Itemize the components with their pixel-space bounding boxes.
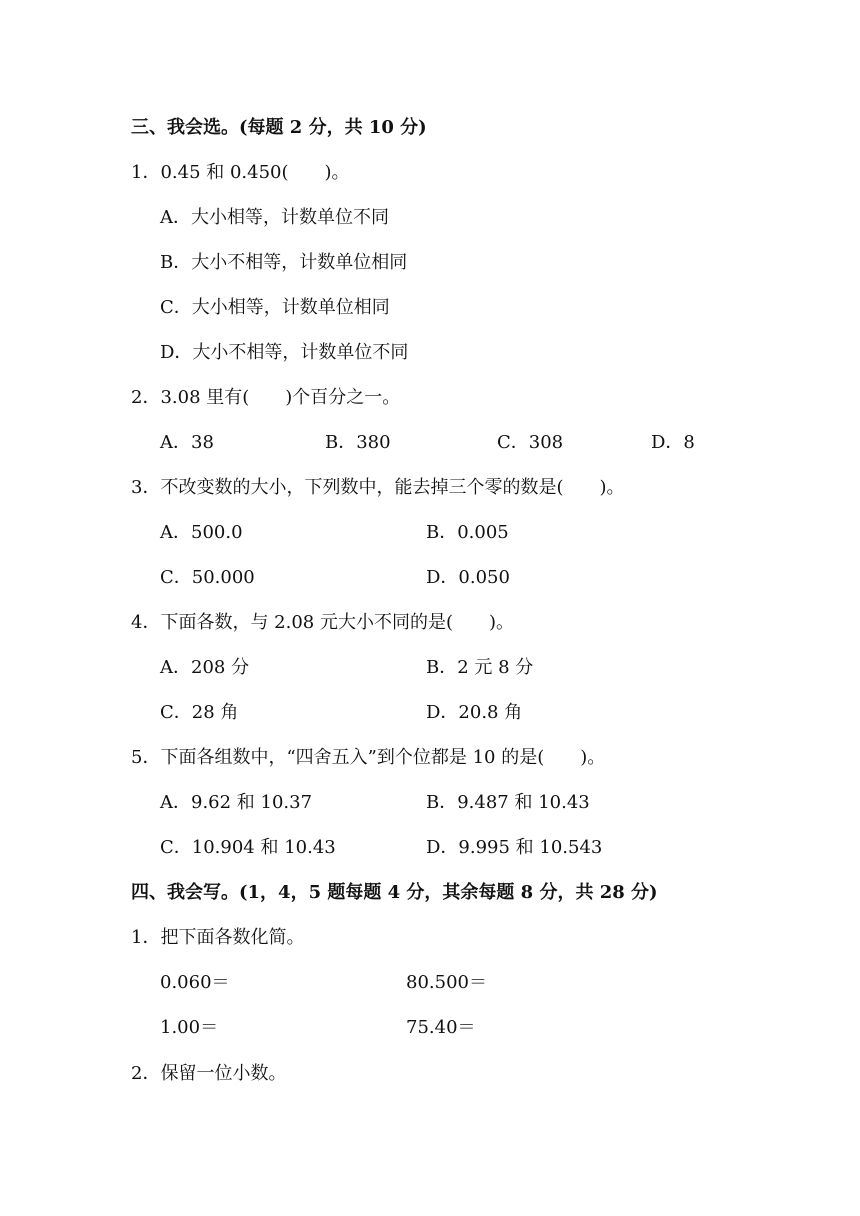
q5-option-a: A．9.62 和 10.37 [160, 792, 313, 813]
section-4-heading: 四、我会写。(1，4，5 题每题 4 分，其余每题 8 分，共 28 分) [131, 882, 658, 903]
q1-option-b: B．大小不相等，计数单位相同 [160, 252, 408, 273]
s4-q1-item-4: 75.40＝ [406, 1017, 476, 1038]
q1-option-c: C．大小相等，计数单位相同 [160, 297, 390, 318]
s4-q1-item-3: 1.00＝ [160, 1017, 219, 1038]
q5-option-b: B．9.487 和 10.43 [426, 792, 590, 813]
question-5-stem: 5．下面各组数中，“四舍五入”到个位都是 10 的是( )。 [131, 747, 606, 768]
q1-option-a: A．大小相等，计数单位不同 [160, 207, 389, 228]
q2-option-c: C．308 [497, 432, 564, 453]
q2-option-d: D．8 [651, 432, 695, 453]
s4-q1-item-2: 80.500＝ [406, 972, 487, 993]
q4-option-b: B．2 元 8 分 [426, 657, 534, 678]
q1-option-d: D．大小不相等，计数单位不同 [160, 342, 409, 363]
question-3-stem: 3．不改变数的大小，下列数中，能去掉三个零的数是( )。 [131, 477, 625, 498]
section-3-heading: 三、我会选。(每题 2 分，共 10 分) [131, 117, 427, 138]
q4-option-c: C．28 角 [160, 702, 239, 723]
s4-q1-item-1: 0.060＝ [160, 972, 230, 993]
question-4-stem: 4．下面各数，与 2.08 元大小不同的是( )。 [131, 612, 515, 633]
s4-question-1-stem: 1．把下面各数化简。 [131, 927, 305, 948]
q2-option-a: A．38 [160, 432, 214, 453]
q3-option-d: D．0.050 [426, 567, 510, 588]
q3-option-b: B．0.005 [426, 522, 509, 543]
question-2-stem: 2．3.08 里有( )个百分之一。 [131, 387, 401, 408]
q5-option-d: D．9.995 和 10.543 [426, 837, 603, 858]
s4-question-2-stem: 2．保留一位小数。 [131, 1063, 287, 1084]
question-1-stem: 1．0.45 和 0.450( )。 [131, 162, 350, 183]
q2-option-b: B．380 [325, 432, 391, 453]
q3-option-a: A．500.0 [160, 522, 243, 543]
q4-option-a: A．208 分 [160, 657, 250, 678]
q5-option-c: C．10.904 和 10.43 [160, 837, 336, 858]
q3-option-c: C．50.000 [160, 567, 255, 588]
q4-option-d: D．20.8 角 [426, 702, 523, 723]
